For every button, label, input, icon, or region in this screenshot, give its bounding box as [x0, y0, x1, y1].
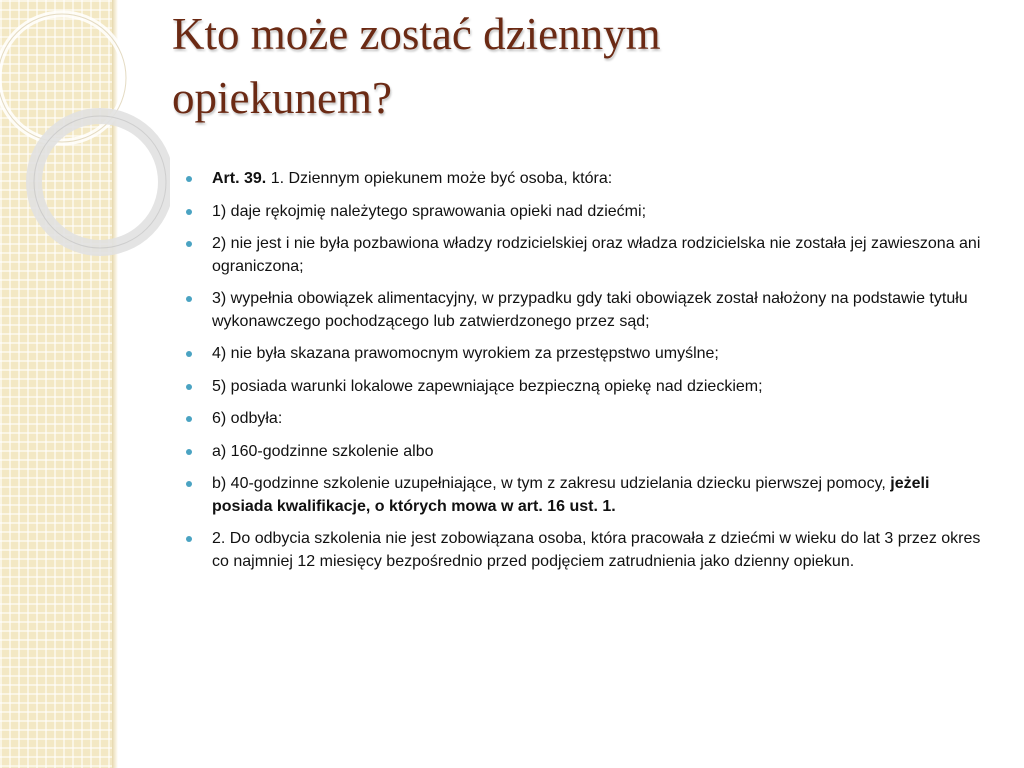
list-item-text: 5) posiada warunki lokalowe zapewniające bezpieczną opiekę nad dzieckiem; — [212, 377, 763, 395]
list-item — [186, 441, 986, 464]
list-item — [186, 408, 986, 431]
bullet-dot-icon — [186, 449, 192, 455]
bullet-dot-icon — [186, 241, 192, 247]
slide-content — [186, 168, 986, 583]
bullet-list — [186, 168, 986, 573]
list-item-text: 2) nie jest i nie była pozbawiona władzy rodzicielskiej oraz władza rodzicielska nie została jej zawieszona ani ograniczona; — [212, 235, 981, 275]
list-item — [186, 233, 986, 278]
article-label: Art. 39. — [212, 170, 267, 187]
list-item — [186, 168, 986, 191]
list-item-text: 1) daje rękojmię należytego sprawowania opieki nad dziećmi; — [212, 202, 647, 220]
slide-title — [172, 2, 972, 130]
slide-title-line-1: Kto może zostać dziennym — [172, 9, 661, 59]
bullet-dot-icon — [186, 351, 192, 357]
list-item-text: 4) nie była skazana prawomocnym wyrokiem za przestępstwo umyślne; — [212, 345, 719, 362]
list-item-text: 2. Do odbycia szkolenia nie jest zobowiązana osoba, która pracowała z dziećmi w wieku do lat 3 przez okres co najmniej 12 miesięcy bezpośrednio przed podjęciem zatrudnienia jako dzienny opiekun. — [212, 530, 981, 570]
decorative-circles — [0, 0, 170, 260]
emphasized-condition: jeżeli posiada kwalifikacje, o których mowa w art. 16 ust. 1. — [212, 475, 930, 515]
bullet-dot-icon — [186, 384, 192, 390]
list-item — [186, 473, 986, 518]
list-item-text: 6) odbyła: — [212, 410, 283, 427]
list-item — [186, 201, 986, 224]
bullet-dot-icon — [186, 536, 192, 542]
list-item-text: b) 40-godzinne szkolenie uzupełniające, w tym z zakresu udzielania dziecku pierwszej pomocy, — [212, 475, 891, 492]
list-item — [186, 288, 986, 333]
list-item-text: 3) wypełnia obowiązek alimentacyjny, w przypadku gdy taki obowiązek został nałożony na podstawie tytułu wykonawczego pochodzącego lub zatwierdzonego przez sąd; — [212, 290, 968, 330]
decorative-ring-gray — [34, 116, 166, 248]
list-item — [186, 376, 986, 399]
bullet-dot-icon — [186, 176, 192, 182]
bullet-dot-icon — [186, 209, 192, 215]
slide-title-line-2: opiekunem? — [172, 73, 392, 123]
list-item — [186, 343, 986, 366]
list-item-text: 1. Dziennym opiekunem może być osoba, która: — [266, 170, 613, 187]
bullet-dot-icon — [186, 416, 192, 422]
list-item — [186, 528, 986, 573]
bullet-dot-icon — [186, 296, 192, 302]
bullet-dot-icon — [186, 481, 192, 487]
list-item-text: a) 160-godzinne szkolenie albo — [212, 442, 434, 460]
